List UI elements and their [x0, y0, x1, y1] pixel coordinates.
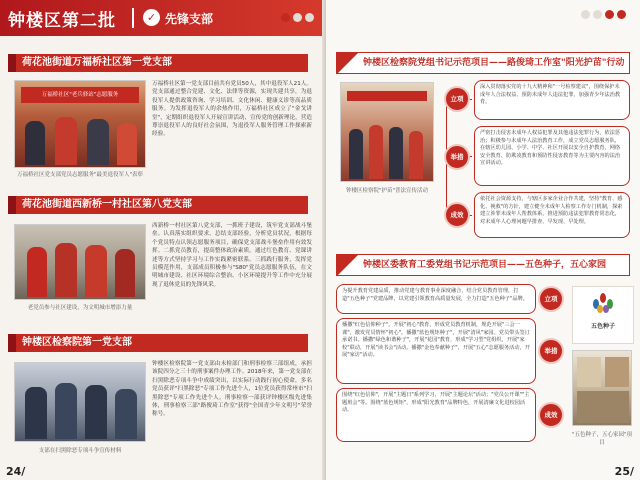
box-chengxiao-r1: 依托社会资源支持，与辖区多家企业合作共建，坚持"教育、感化、挽救"的方针，建立健全未成年人检察工作专门机制，探索建立涉罪未成年人帮教体系，推进预防违法犯罪教育常态化，对未成年人心理问题早排查、早发现、早处理。	[474, 192, 630, 238]
decorative-dots	[281, 13, 314, 22]
person-figure	[117, 123, 137, 165]
page-number-left: 24/	[6, 465, 26, 478]
box-jucuo-r2: 播撒"红色信仰种子"，开展"初心"教育。形成党员教育机制，规范开展"三会一课"，激发党员情怀"初心"。播撒"蓝色规矩种子"，开展"清风"家园。党员带头签订承诺书。播撒"绿色和谐种子"，开展"花园"教育，形成"学习型"党组织，开展"家校"联动，开展"读书会"活动。播撒"金色奉献种子"，开展"五心"志愿服务活动，开展"家访"活动。	[336, 318, 536, 384]
section-title-text: 钟楼区委教育工委党组书记示范项目——五色种子，五心家园	[363, 260, 607, 270]
section-title-text: 钟楼区检察院党组书记示范项目——路俊琦工作室"阳光护苗"行动	[363, 58, 625, 68]
dot-icon	[593, 10, 602, 19]
person-figure	[389, 127, 403, 179]
tag-jucuo: 举措	[444, 144, 470, 170]
photo-tile	[577, 357, 601, 387]
person-figure	[115, 389, 137, 439]
dot-icon	[605, 10, 614, 19]
header-title: 钟楼区第二批	[8, 11, 116, 31]
person-figure	[27, 247, 47, 297]
caption-s1: 万福桥社区党支部党员志愿服务"最美退役军人"表彰	[16, 172, 144, 178]
party-logo-icon: ✓	[143, 9, 160, 26]
section-title-procuratorate: 钟楼区检察院第一党支部	[8, 334, 308, 352]
photo-yangguang	[340, 82, 434, 182]
tag-lixiang: 立项	[444, 86, 470, 112]
tag-jucuo: 举措	[538, 338, 564, 364]
person-figure	[369, 125, 383, 179]
title-corner-accent	[337, 255, 358, 276]
caption-s3: 支部在扫黑除恶专项斗争宣传材料	[38, 448, 122, 454]
header-separator	[132, 8, 134, 28]
photo-volunteers	[14, 80, 146, 168]
decorative-dots	[581, 10, 626, 19]
page-number-right: 25/	[614, 465, 634, 478]
photo-elders	[14, 224, 146, 300]
seed-logo-icon	[593, 293, 613, 313]
right-page	[326, 0, 640, 480]
box-lixiang-r1: 深入贯彻落实党的十九大精神和"一号检察建议"，围绕保护未成年人合法权益、预防未成年人违法犯罪，加强青少年法治教育。	[474, 80, 630, 120]
caption-r1: 钟楼区检察院"护苗"普法宣传活动	[345, 188, 429, 194]
dot-icon	[305, 13, 314, 22]
caption-s2: 老党员参与社区建设，为文明城市增添力量	[27, 305, 133, 311]
section-title-xixinqiao: 荷花池街道西新桥一村社区第八党支部	[8, 196, 308, 214]
dot-icon	[293, 13, 302, 22]
title-corner-accent	[337, 53, 358, 74]
section-title-wanfuqiao: 荷花池街道万福桥社区第一党支部	[8, 54, 308, 72]
box-chengxiao-r2: 围绕"红色信仰"，开展"主题日"系列学习，开展"主题论坛"活动；"党员公开课""主题班会"等。围绕"蓝色规矩"，形成"阳光教育"品牌特色，开展清廉文化进校园活动。	[336, 388, 536, 442]
person-figure	[85, 385, 107, 439]
header-subtitle: 先锋支部	[165, 12, 214, 26]
photo-wuse	[572, 350, 632, 426]
person-figure	[409, 131, 423, 179]
photo-tile	[605, 357, 629, 387]
dot-icon	[281, 13, 290, 22]
photo-banner	[347, 91, 427, 101]
logo-text: 五色种子	[590, 323, 615, 330]
person-figure	[55, 117, 77, 165]
section-title-yangguang	[336, 52, 630, 74]
section-title-wuse	[336, 254, 630, 276]
dot-icon	[581, 10, 590, 19]
person-figure	[55, 243, 77, 297]
photo-banner: 万福桥社区"老兵驿站"志愿服务	[21, 87, 139, 103]
tag-chengxiao: 成效	[444, 202, 470, 228]
tag-lixiang: 立项	[538, 286, 564, 312]
dot-icon	[617, 10, 626, 19]
page-header	[0, 0, 326, 36]
photo-prosecutors	[14, 362, 146, 442]
person-figure	[85, 245, 107, 297]
body-s2: 西新桥一村社区第八党支部，一抓班子建设，筑牢党支部战斗堡垒。认真落实组织要求，总结支部经验，分析党员状况，根据每个党员特点认领志愿服务项目，确保党支部战斗堡垒作用有效发挥。二抓党员教育，提高整体政治素质。通过红色教育、党课讲述等方式坚持学习与工作实践紧密联系。三抓践行服务，发挥党员模范作用，支部成员积极参与"S80"党员志愿服务队伍，在文明城市建设、社区环境综合整治、小区环境提升等工作中充分展现了退休党员的先锋风采。	[152, 223, 312, 288]
body-s1: 万福桥社区第一党支部目前共有党员50人，其中退役军人21人。党支部通过整合党建、文化、法律等资源，实现共建共享，为退役军人提供政策咨询、学习培训、文化休闲、健康义诊等高品质服务。为发挥退役军人的余热作用，万福桥社区成立了"金戈讲堂"，定期组织退役军人开展宣讲活动，宣传党的创新理论，营造尊崇退役军人的良好社会氛围，为退役军人服务管理工作探索新经验。	[152, 81, 312, 138]
person-figure	[349, 129, 363, 179]
person-figure	[25, 387, 47, 439]
wuse-logo	[572, 286, 634, 344]
person-figure	[87, 119, 109, 165]
caption-r2: "五色种子，五心家园"项目	[571, 432, 633, 446]
person-figure	[115, 249, 135, 297]
photo-tile	[577, 391, 629, 423]
box-jucuo-r1: 严密打击侵害未成年人权益犯罪及其他违法犯罪行为，依法惩治；积极参与未成年人法治教育工作，成立党员志愿服务队，在辖区幼儿园、小学、中学、社区开展以安全自护教育、网络安全教育、防欺凌教育和预防性侵害教育等为主要内容的法治宣讲活动。	[474, 126, 630, 186]
person-figure	[25, 121, 45, 165]
person-figure	[55, 383, 77, 439]
box-lixiang-r2: 为提升教育党建品质，推动党建与教育事业深度融合，结合党员教育管理，打造"五色种子"党建品牌，以党建引领教育高质量发展，全力打造"五色种子"品牌。	[336, 284, 536, 314]
tag-chengxiao: 成效	[538, 402, 564, 428]
body-s3: 钟楼区检察院第一党支部由未检部门和刑事检察三部组成，承担该院四分之三十的刑事案件办理工作。2018年来，第一党支部在扫黑除恶专项斗争中成绩突出，以实际行动践行初心使命，多名党员获评"扫黑除恶"专项工作先进个人，1位党员获得常州市"扫黑除恶"专项工作先进个人。刑事检察一部获评钟楼区级先进集体，刑事检察三部"路俊琦工作室"获得"全国青少年文明号"荣誉称号。	[152, 361, 312, 418]
